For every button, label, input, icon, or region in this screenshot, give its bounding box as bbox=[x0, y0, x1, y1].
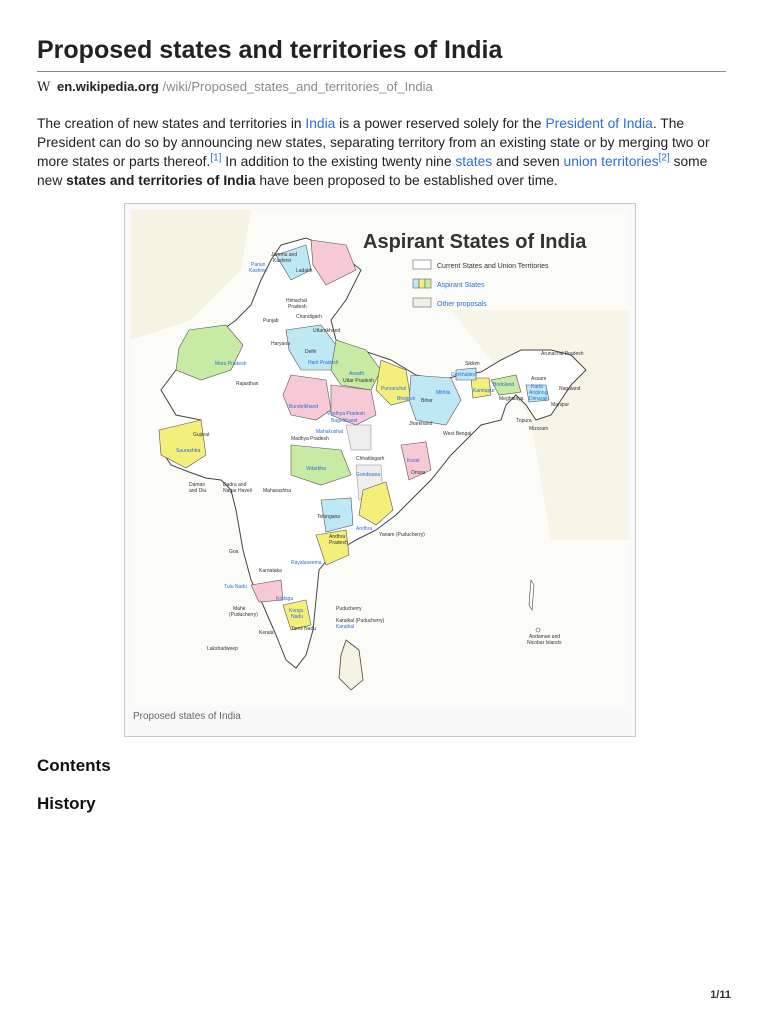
label-vidarbha: Vidarbha bbox=[306, 466, 326, 472]
label-jharkhand: Jharkhand bbox=[409, 421, 433, 427]
legend-swatch-other bbox=[413, 298, 431, 307]
label-mizoram: Mizoram bbox=[529, 426, 549, 432]
reference-1-link[interactable]: [1] bbox=[210, 152, 222, 164]
label-puducherry: Puducherry bbox=[336, 606, 362, 612]
label-panun: Panun bbox=[251, 262, 266, 268]
india-map-image[interactable] bbox=[131, 210, 629, 706]
label-lakshadweep: Lakshadweep bbox=[207, 646, 238, 652]
label-tulu: Tulu Nadu bbox=[224, 584, 247, 590]
label-panun2: Kashmir bbox=[249, 268, 268, 274]
label-maharashtra: Maharashtra bbox=[263, 488, 292, 494]
label-kodagu: Kodagu bbox=[276, 596, 294, 602]
label-harit: Harit Pradesh bbox=[308, 360, 339, 366]
legend-swatch-current bbox=[413, 260, 431, 269]
label-uttarakhand: Uttarakhand bbox=[313, 328, 341, 334]
label-assam: Assam bbox=[531, 376, 547, 382]
label-kerala: Kerala bbox=[259, 630, 274, 636]
label-daman: Daman bbox=[189, 482, 206, 488]
link-union-territories[interactable]: union territories bbox=[563, 154, 659, 169]
label-rajasthan: Rajasthan bbox=[236, 381, 259, 387]
label-kongu2: Nadu bbox=[291, 614, 303, 620]
label-mahe: Mahé bbox=[233, 606, 246, 612]
label-up: Uttar Pradesh bbox=[343, 378, 374, 384]
label-saurashtra: Saurashtra bbox=[176, 448, 201, 454]
label-ladakh: Ladakh bbox=[296, 268, 313, 274]
label-karaikal2: Karaikal bbox=[336, 624, 355, 630]
label-orissa: Orissa bbox=[411, 470, 426, 476]
reference-2-link[interactable]: [2] bbox=[658, 152, 670, 164]
source-host-link[interactable]: en.wikipedia.org bbox=[57, 79, 159, 94]
label-gondwana: Gondwana bbox=[356, 472, 381, 478]
label-goa: Goa bbox=[229, 549, 239, 555]
label-andaman2: Nicobar Islands bbox=[527, 640, 562, 646]
label-kosal: Kosal bbox=[407, 458, 420, 464]
label-bhojpuri: Bhojpuri bbox=[397, 396, 416, 402]
link-president-of-india[interactable]: President of India bbox=[545, 116, 653, 131]
legend-aspirant: Aspirant States bbox=[437, 282, 485, 289]
label-punjab: Punjab bbox=[263, 318, 279, 324]
history-heading: History bbox=[37, 794, 96, 813]
label-hp: Himachal bbox=[286, 298, 307, 304]
legend-swatch-aspirant-yellow bbox=[419, 279, 425, 288]
label-tripura: Tripura bbox=[516, 418, 532, 424]
title-divider bbox=[37, 71, 726, 72]
page-title: Proposed states and territories of India bbox=[37, 36, 503, 64]
label-delhi: Delhi bbox=[305, 349, 317, 355]
label-dnh2: Nagar Haveli bbox=[223, 488, 252, 494]
label-mp: Madhya Pradesh bbox=[291, 436, 329, 442]
label-mahe2: (Puducherry) bbox=[229, 612, 258, 618]
label-maru: Maru Pradesh bbox=[215, 361, 247, 367]
map-title: Aspirant States of India bbox=[363, 231, 587, 253]
label-sikkim: Sikkim bbox=[465, 361, 480, 367]
source-line bbox=[37, 79, 433, 95]
label-karbi: Karbi bbox=[531, 384, 543, 390]
label-jk: Jammu and bbox=[271, 252, 298, 258]
label-daman2: and Diu bbox=[189, 488, 207, 494]
label-bihar: Bihar bbox=[421, 398, 433, 404]
label-andhra: Andhra bbox=[356, 526, 373, 532]
label-tn: Tamil Nadu bbox=[291, 626, 317, 632]
legend-swatch-aspirant-blue bbox=[413, 279, 419, 288]
legend-swatch-aspirant-green bbox=[425, 279, 431, 288]
intro-paragraph: The creation of new states and territories in India is a power reserved solely for the President of India. The President can do so by announcing new states, separating territory from an existing state or by merging two or more states or parts thereof.[1] In addition to the existing twenty nine states and seven union territories[2] some new states and territories of India have been proposed to be established over time. bbox=[37, 116, 710, 188]
label-arunachal: Arunachal Pradesh bbox=[541, 351, 584, 357]
label-haryana: Haryana bbox=[271, 341, 290, 347]
india-map-svg bbox=[131, 210, 629, 706]
source-path: /wiki/Proposed_states_and_territories_of_India bbox=[162, 79, 433, 94]
label-kongu: Kongu bbox=[289, 608, 304, 614]
label-nagaland: Nagaland bbox=[559, 386, 581, 392]
label-meghalaya: Meghalaya bbox=[499, 396, 524, 402]
label-gujarat: Gujarat bbox=[193, 432, 210, 438]
label-gorkhaland: Gorkhaland bbox=[451, 372, 477, 378]
label-bundelkhand: Bundelkhand bbox=[289, 404, 319, 410]
legend-current: Current States and Union Territories bbox=[437, 263, 549, 270]
label-kamtapur: Kamtapur bbox=[473, 388, 495, 394]
label-awadh: Awadh bbox=[349, 371, 365, 377]
label-bagelkhand: Bagelkhand bbox=[331, 418, 358, 424]
label-jk2: Kashmir bbox=[273, 258, 292, 264]
label-telangana: Telangana bbox=[317, 514, 341, 520]
link-states[interactable]: states bbox=[455, 154, 493, 169]
link-india[interactable]: India bbox=[305, 116, 336, 131]
label-karnataka: Karnataka bbox=[259, 568, 282, 574]
label-chandigarh: Chandigarh bbox=[296, 314, 322, 320]
page-number: 1/11 bbox=[710, 989, 731, 1001]
label-karbi2: Anglong bbox=[529, 390, 548, 396]
label-mahakoshal: Mahakoshal bbox=[316, 429, 343, 435]
label-yanam: Yanam (Puducherry) bbox=[379, 532, 425, 538]
label-rayalaseema: Rayalaseema bbox=[291, 560, 322, 566]
label-wb: West Bengal bbox=[443, 431, 472, 437]
label-bodoland: Bodoland bbox=[493, 382, 515, 388]
label-purvanchal: Purvanchal bbox=[381, 386, 407, 392]
label-mithila: Mithila bbox=[436, 390, 451, 396]
figure-caption: Proposed states of India bbox=[133, 711, 241, 722]
wikipedia-icon: W bbox=[37, 80, 51, 95]
label-hp2: Pradesh bbox=[288, 304, 307, 310]
label-dimaraji: Dimaraji bbox=[529, 396, 548, 402]
label-ap: Andhra bbox=[329, 534, 346, 540]
label-manipur: Manipur bbox=[551, 402, 570, 408]
label-dnh: Dadra and bbox=[223, 482, 247, 488]
label-karaikal: Karaikal (Puducherry) bbox=[336, 618, 385, 624]
map-figure bbox=[124, 203, 636, 737]
legend-other: Other proposals bbox=[437, 301, 487, 308]
label-vindhya: Vindhya Pradesh bbox=[327, 411, 365, 417]
label-andaman: Andaman and bbox=[529, 634, 561, 640]
label-chhattisgarh: Chhattisgarh bbox=[356, 456, 385, 462]
contents-heading: Contents bbox=[37, 756, 111, 775]
label-ap2: Pradesh bbox=[329, 540, 348, 546]
